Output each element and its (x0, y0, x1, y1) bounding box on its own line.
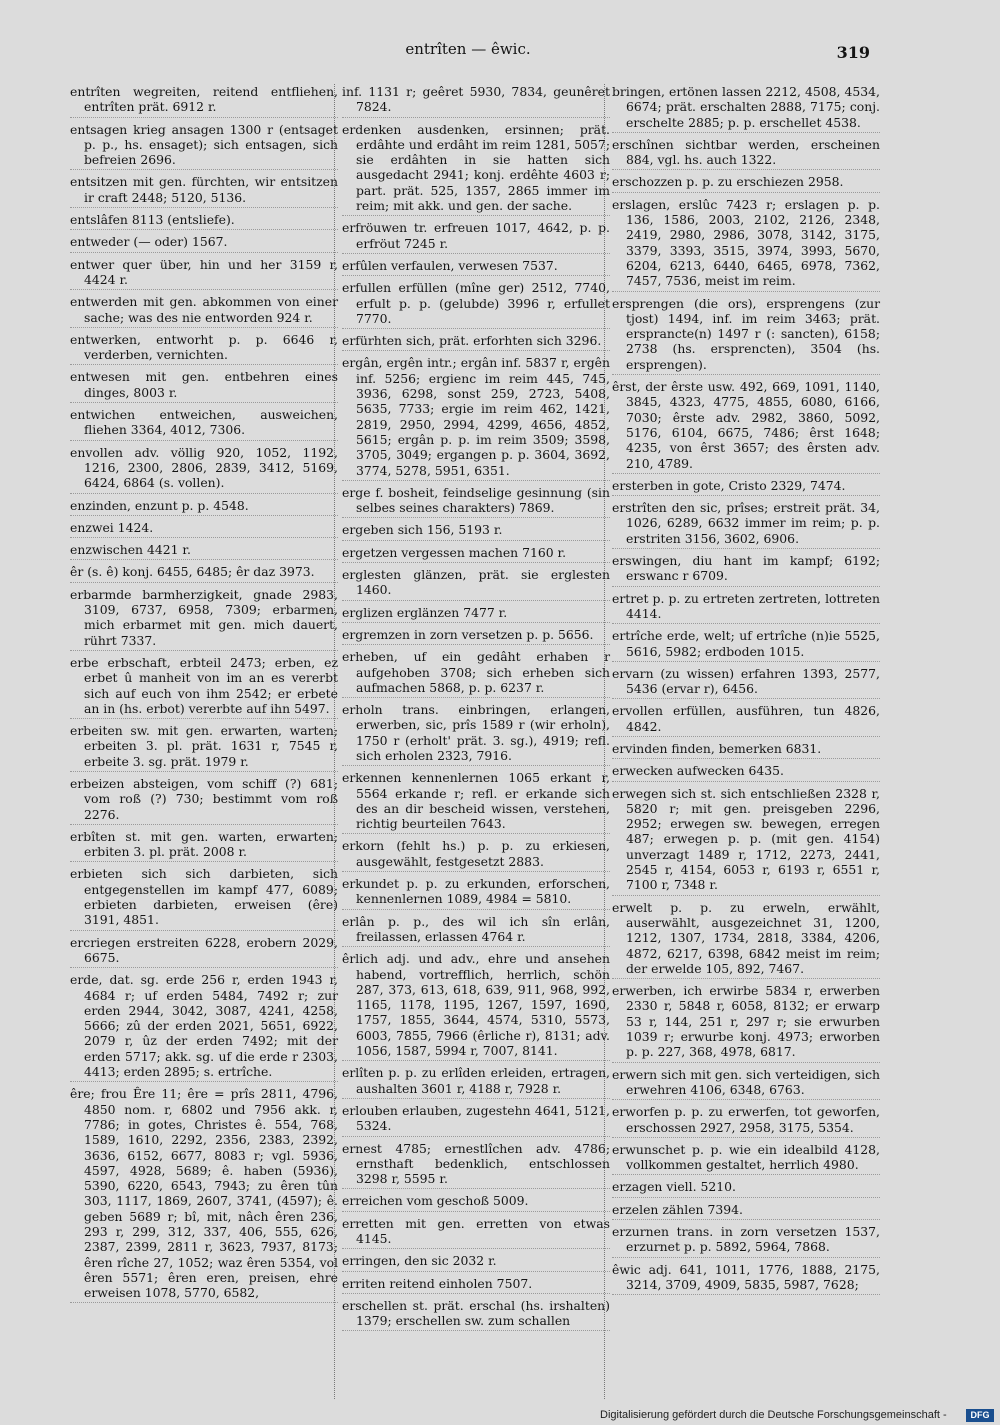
dictionary-entry: inf. 1131 r; geêret 5930, 7834, geunêret 7824. (342, 84, 610, 118)
column-1 (70, 84, 338, 1307)
dictionary-entry: entwer quer über, hin und her 3159 r, 4424 r. (70, 257, 338, 291)
dictionary-entry: erglizen erglänzen 7477 r. (342, 605, 610, 623)
dictionary-entry: erholn trans. einbringen, erlangen, erwerben, sic, prîs 1589 r (wir erholn), 1750 r (erholt' prät. 3. sg.), 4919; refl. sich erholen 2323, 7916. (342, 702, 610, 766)
dictionary-entry: erlân p. p., des wil ich sîn erlân, freilassen, erlassen 4764 r. (342, 914, 610, 948)
dictionary-entry: entweder (— oder) 1567. (70, 234, 338, 252)
dictionary-entry: erheben, uf ein gedâht erhaben r aufgehoben 3708; sich erheben sich aufmachen 5868, p. p. 6237 r. (342, 649, 610, 698)
dictionary-entry: erfûlen verfaulen, verwesen 7537. (342, 258, 610, 276)
dictionary-entry: erge f. bosheit, feindselige gesinnung (sin selbes seines charakters) 7869. (342, 485, 610, 519)
dictionary-entry: erwecken aufwecken 6435. (612, 763, 880, 781)
dictionary-entry: erretten mit gen. erretten von etwas 4145. (342, 1216, 610, 1250)
dictionary-entry: êr (s. ê) konj. 6455, 6485; êr daz 3973. (70, 564, 338, 582)
dictionary-entry: erkennen kennenlernen 1065 erkant r, 5564 erkande r; refl. er erkande sich des an dir bescheid wissen, verstehen, richtig beurteilen 7643. (342, 770, 610, 834)
dictionary-entry: ersprengen (die ors), ersprengens (zur tjost) 1494, inf. im reim 3463; prät. ersprancte(n) 1497 r (: sancten), 6158; 2738 (hs. ersprencten), 3504 (hs. ersprengen). (612, 296, 880, 375)
dictionary-entry: êrlich adj. und adv., ehre und ansehen habend, vortrefflich, herrlich, schön 287, 373, 613, 618, 639, 911, 968, 992, 1165, 1178, 1195, 1267, 1597, 1690, 1757, 1855, 3644, 4574, 5310, 5573, 6003, 7855, 7966 (êrliche r), 8131; adv. 1056, 1587, 5994 r, 7007, 8141. (342, 951, 610, 1061)
dictionary-entry: ervollen erfüllen, ausführen, tun 4826, 4842. (612, 703, 880, 737)
dictionary-entry: erschellen st. prät. erschal (hs. irshalten) 1379; erschellen sw. zum schallen (342, 1298, 610, 1332)
dictionary-entry: erbieten sich sich darbieten, sich entgegenstellen im kampf 477, 6089; erbieten darbieten, erweisen (êre) 3191, 4851. (70, 866, 338, 930)
dictionary-entry: enzinden, enzunt p. p. 4548. (70, 498, 338, 516)
dictionary-entry: bringen, ertönen lassen 2212, 4508, 4534, 6674; prät. erschalten 2888, 7175; conj. erschelte 2885; p. p. erschellet 4538. (612, 84, 880, 133)
dictionary-entry: êrst, der êrste usw. 492, 669, 1091, 1140, 3845, 4323, 4775, 4855, 6080, 6166, 7030; êrste adv. 2982, 3860, 5092, 5176, 6104, 6675, 7486; êrst 1648; 4235, von êrst 3657; des êrsten adv. 210, 4789. (612, 379, 880, 474)
dictionary-entry: entwerden mit gen. abkommen von einer sache; was des nie entworden 924 r. (70, 294, 338, 328)
dictionary-entry: erschozzen p. p. zu erschiezen 2958. (612, 174, 880, 192)
dictionary-entry: erglesten glänzen, prät. sie erglesten 1460. (342, 567, 610, 601)
dictionary-entry: ergeben sich 156, 5193 r. (342, 522, 610, 540)
digitization-credit: Digitalisierung gefördert durch die Deutsche Forschungsgemeinschaft - (600, 1409, 947, 1421)
dictionary-entry: entslâfen 8113 (entsliefe). (70, 212, 338, 230)
dictionary-entry: ergetzen vergessen machen 7160 r. (342, 545, 610, 563)
dictionary-entry: erfürhten sich, prät. erforhten sich 3296. (342, 333, 610, 351)
dictionary-entry: erbeiten sw. mit gen. erwarten, warten; erbeiten 3. pl. prät. 1631 r, 7545 r, erbeite 3. sg. prät. 1979 r. (70, 723, 338, 772)
dictionary-entry: enzwei 1424. (70, 520, 338, 538)
dictionary-entry: erzurnen trans. in zorn versetzen 1537, erzurnet p. p. 5892, 5964, 7868. (612, 1224, 880, 1258)
dictionary-entry: erwerben, ich erwirbe 5834 r, erwerben 2330 r, 5848 r, 6058, 8132; er erwarp 53 r, 144, 251 r, 297 r; sie erwurben 1039 r; erwurbe konj. 4973; erworben p. p. 227, 368, 4978, 6817. (612, 983, 880, 1062)
dictionary-entry: entsagen krieg ansagen 1300 r (entsaget p. p., hs. ensaget); sich entsagen, sich befreien 2696. (70, 122, 338, 171)
dictionary-entry: erslagen, erslûc 7423 r; erslagen p. p. 136, 1586, 2003, 2102, 2126, 2348, 2419, 2980, 2986, 3078, 3142, 3175, 3379, 3393, 3515, 3974, 3993, 5670, 6204, 6213, 6440, 6465, 6978, 7362, 7457, 7536, meist im reim. (612, 197, 880, 292)
dictionary-entry: erstrîten den sic, prîses; erstreit prät. 34, 1026, 6289, 6632 immer im reim; p. p. erstriten 3156, 3602, 6906. (612, 500, 880, 549)
dictionary-entry: erzelen zählen 7394. (612, 1202, 880, 1220)
dictionary-entry: erriten reitend einholen 7507. (342, 1276, 610, 1294)
dictionary-entry: ercriegen erstreiten 6228, erobern 2029, 6675. (70, 935, 338, 969)
dictionary-entry: ernest 4785; ernestlîchen adv. 4786; ernsthaft bedenklich, entschlossen 3298 r, 5595 r. (342, 1141, 610, 1190)
dictionary-entry: êre; frou Êre 11; êre = prîs 2811, 4796, 4850 nom. r, 6802 und 7956 akk. r, 7786; in gotes, Christes ê. 554, 768, 1589, 1610, 2292, 2356, 2383, 2392, 3636, 6152, 6677, 8083 r; vgl. 5936, 4597, 4928, 5689; ê. haben (5936), 5390, 6220, 6543, 7943; zu êren tûn 303, 1117, 1869, 2607, 3741, (4597); ê. geben 5689 r; bî, mit, nâch êren 236, 293 r, 299, 312, 337, 406, 555, 626, 2387, 2399, 2811 r, 3623, 7937, 8173; êren rîche 27, 1052; waz êren 5354, vol êren 5571; êren eren, preisen, ehre erweisen 1078, 5770, 6582, (70, 1086, 338, 1303)
dictionary-entry: erkorn (fehlt hs.) p. p. zu erkiesen, ausgewählt, festgesetzt 2883. (342, 838, 610, 872)
dictionary-entry: enzwischen 4421 r. (70, 542, 338, 560)
dictionary-entry: ersterben in gote, Cristo 2329, 7474. (612, 478, 880, 496)
dictionary-entry: erfullen erfüllen (mîne ger) 2512, 7740, erfult p. p. (gelubde) 3996 r, erfullet 7770. (342, 280, 610, 329)
dictionary-entry: envollen adv. völlig 920, 1052, 1192, 1216, 2300, 2806, 2839, 3412, 5169, 6424, 6864 (s. vollen). (70, 445, 338, 494)
dictionary-entry: ertret p. p. zu ertreten zertreten, lottreten 4414. (612, 591, 880, 625)
dictionary-entry: erkundet p. p. zu erkunden, erforschen, kennenlernen 1089, 4984 = 5810. (342, 876, 610, 910)
dictionary-entry: erbe erbschaft, erbteil 2473; erben, ez erbet û manheit von im an es vererbt sich auf euch von ihm 2542; er erbete an in (hs. erbot) vererbte auf ihn 5497. (70, 655, 338, 719)
dictionary-entry: erwunschet p. p. wie ein idealbild 4128, vollkommen gestaltet, herrlich 4980. (612, 1142, 880, 1176)
dictionary-entry: erlouben erlauben, zugestehn 4641, 5121, 5324. (342, 1103, 610, 1137)
dictionary-entry: erbarmde barmherzigkeit, gnade 2983, 3109, 6737, 6958, 7309; erbarmen, mich erbarmet mit gen. mich dauert, rührt 7337. (70, 587, 338, 651)
dictionary-entry: erreichen vom geschoß 5009. (342, 1193, 610, 1211)
dictionary-entry: entwerken, entworht p. p. 6646 r, verderben, vernichten. (70, 332, 338, 366)
dictionary-entry: erswingen, diu hant im kampf; 6192; erswanc r 6709. (612, 553, 880, 587)
running-header: entrîten — êwic. (405, 40, 531, 58)
dictionary-entry: erschînen sichtbar werden, erscheinen 884, vgl. hs. auch 1322. (612, 137, 880, 171)
dictionary-entry: erbeizen absteigen, vom schiff (?) 681; vom roß (?) 730; bestimmt vom roß 2276. (70, 776, 338, 825)
page-number: 319 (836, 43, 870, 62)
dictionary-entry: entwichen entweichen, ausweichen, fliehen 3364, 4012, 7306. (70, 407, 338, 441)
dictionary-entry: entwesen mit gen. entbehren eines dinges, 8003 r. (70, 369, 338, 403)
dictionary-entry: erdenken ausdenken, ersinnen; prät. erdâhte und erdâht im reim 1281, 5057; sie erdâhten in sie hatten sich ausgedacht 2941; konj. erdêhte 4603 r; part. prät. 525, 1357, 2865 immer im reim; mit akk. und gen. der sache. (342, 122, 610, 217)
dictionary-entry: êwic adj. 641, 1011, 1776, 1888, 2175, 3214, 3709, 4909, 5835, 5987, 7628; (612, 1262, 880, 1296)
dictionary-entry: erwelt p. p. zu erweln, erwählt, auserwählt, ausgezeichnet 31, 1200, 1212, 1307, 1734, 2818, 3384, 4206, 4872, 6217, 6398, 6842 meist im reim; der erwelde 105, 892, 7467. (612, 900, 880, 979)
dictionary-entry: ertrîche erde, welt; uf ertrîche (n)ie 5525, 5616, 5982; erdboden 1015. (612, 628, 880, 662)
dictionary-entry: erwern sich mit gen. sich verteidigen, sich erwehren 4106, 6348, 6763. (612, 1067, 880, 1101)
dictionary-entry: erzagen viell. 5210. (612, 1179, 880, 1197)
column-2 (342, 84, 610, 1335)
dictionary-entry: ergân, ergên intr.; ergân inf. 5837 r, ergên inf. 5256; ergienc im reim 445, 745, 3936, 6298, sonst 259, 2723, 5408, 5635, 7733; ergie im reim 462, 1421, 2819, 2950, 2994, 4299, 4656, 4852, 5615; ergân p. p. im reim 3509; 3598, 3705, 3049; ergangen p. p. 3604, 3692, 3774, 5278, 5951, 6351. (342, 355, 610, 480)
dfg-logo: DFG (966, 1409, 994, 1422)
dictionary-entry: erwegen sich st. sich entschließen 2328 r, 5820 r; mit gen. preisgeben 2296, 2952; erwegen sw. bewegen, erregen 487; erwegen p. p. (mit gen. 4154) unverzagt 1489 r, 1712, 2273, 2441, 2545 r, 4154, 6053 r, 6193 r, 6551 r, 7100 r, 7348 r. (612, 786, 880, 896)
dictionary-entry: erworfen p. p. zu erwerfen, tot geworfen, erschossen 2927, 2958, 3175, 5354. (612, 1104, 880, 1138)
dictionary-entry: erlîten p. p. zu erlîden erleiden, ertragen, aushalten 3601 r, 4188 r, 7928 r. (342, 1065, 610, 1099)
dictionary-entry: entrîten wegreiten, reitend entfliehen, entrîten prät. 6912 r. (70, 84, 338, 118)
column-3 (612, 84, 880, 1299)
dictionary-entry: ervinden finden, bemerken 6831. (612, 741, 880, 759)
dictionary-entry: erringen, den sic 2032 r. (342, 1253, 610, 1271)
dictionary-entry: erde, dat. sg. erde 256 r, erden 1943 r, 4684 r; uf erden 5484, 7492 r; zur erden 2944, 3042, 3087, 4241, 4258, 5666; zû der erden 2021, 5651, 6922, 2079 r, ûz der erden 7492; mit der erden 5717; akk. sg. uf die erde r 2303, 4413; erden 2895; s. ertrîche. (70, 972, 338, 1082)
dictionary-entry: entsitzen mit gen. fürchten, wir entsitzen ir craft 2448; 5120, 5136. (70, 174, 338, 208)
dictionary-entry: ervarn (zu wissen) erfahren 1393, 2577, 5436 (ervar r), 6456. (612, 666, 880, 700)
dictionary-entry: ergremzen in zorn versetzen p. p. 5656. (342, 627, 610, 645)
dictionary-entry: erfröuwen tr. erfreuen 1017, 4642, p. p. erfröut 7245 r. (342, 220, 610, 254)
dictionary-entry: erbîten st. mit gen. warten, erwarten; erbiten 3. pl. prät. 2008 r. (70, 829, 338, 863)
